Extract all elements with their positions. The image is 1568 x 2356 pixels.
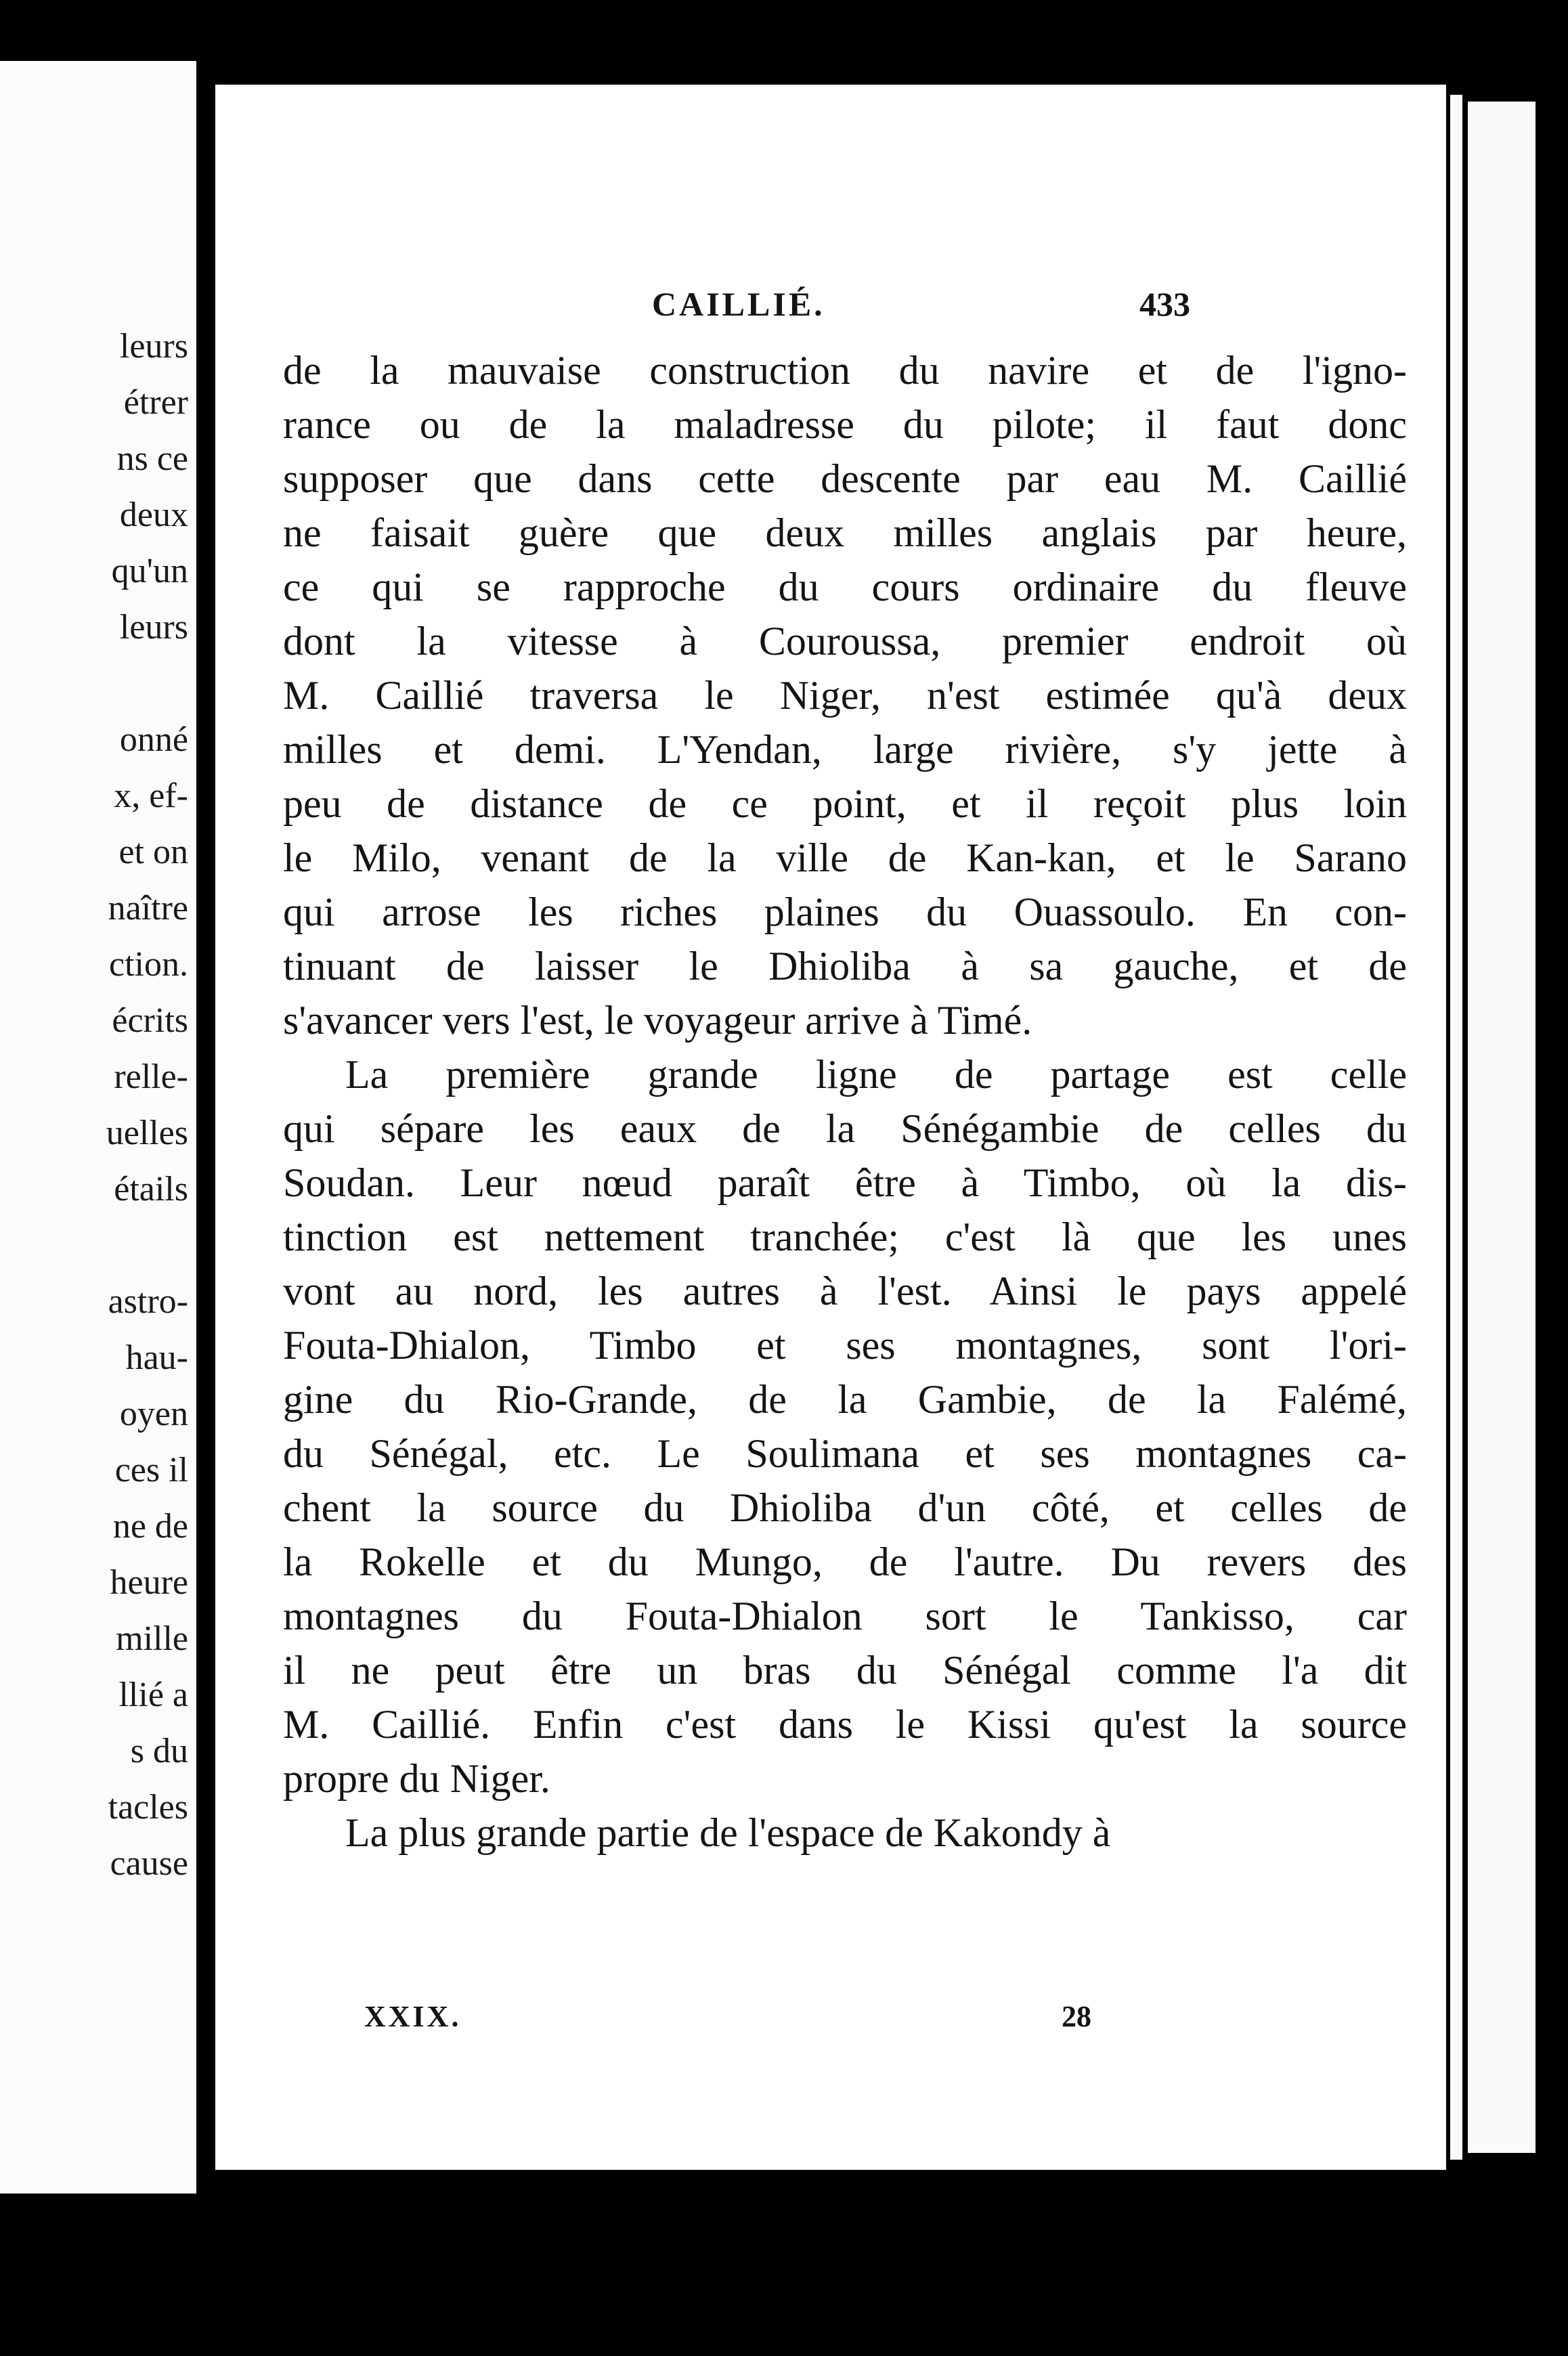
text-line: peu de distance de ce point, et il reçoit plus loin (283, 781, 1407, 826)
text-line: La première grande ligne de partage est celle (345, 1052, 1407, 1097)
facing-page-line: ction. (109, 945, 188, 984)
facing-page-line: s du (130, 1732, 188, 1770)
text-line: vont au nord, les autres à l'est. Ainsi le pays appelé (283, 1269, 1407, 1313)
facing-page-fragment (0, 61, 196, 2194)
facing-page-line (106, 1217, 188, 1273)
facing-page-line: naître (108, 889, 188, 928)
facing-page-line: cause (110, 1844, 188, 1883)
facing-page-line: étails (114, 1170, 188, 1208)
text-line: M. Caillié traversa le Niger, n'est estimée qu'à deux (283, 673, 1407, 718)
facing-page-line: ns ce (116, 439, 188, 478)
facing-page-line: écrits (112, 1001, 188, 1040)
text-line: dont la vitesse à Couroussa, premier endroit où (283, 619, 1407, 663)
facing-page-text (106, 318, 188, 1892)
page-footer (215, 1999, 1446, 2040)
sheet-number: 28 (1062, 2000, 1091, 2033)
text-line: s'avancer vers l'est, le voyageur arrive à Timé. (283, 998, 1032, 1043)
text-line: rance ou de la maladresse du pilote; il faut donc (283, 402, 1407, 447)
paragraph (283, 1806, 1407, 1860)
text-line: Soudan. Leur nœud paraît être à Timbo, où la dis- (283, 1160, 1407, 1205)
text-line: ne faisait guère que deux milles anglais par heure, (283, 510, 1407, 555)
text-line: Fouta-Dhialon, Timbo et ses montagnes, sont l'ori- (283, 1323, 1407, 1368)
page-body (283, 343, 1407, 1860)
facing-page-line: mille (116, 1619, 188, 1658)
facing-page-line: leurs (119, 327, 188, 366)
page-edge-stack (1468, 102, 1536, 2153)
book-page (215, 85, 1446, 2170)
running-header (215, 284, 1446, 339)
text-line: La plus grande partie de l'espace de Kakondy à (345, 1810, 1111, 1855)
text-line: qui arrose les riches plaines du Ouassoulo. En con- (283, 890, 1407, 934)
facing-page-line: x, ef- (114, 777, 188, 815)
text-line: supposer que dans cette descente par eau M. Caillié (283, 456, 1407, 501)
text-line: ce qui se rapproche du cours ordinaire du fleuve (283, 565, 1407, 609)
text-line: gine du Rio-Grande, de la Gambie, de la Falémé, (283, 1377, 1407, 1422)
text-line: il ne peut être un bras du Sénégal comme l'a dit (283, 1648, 1407, 1693)
facing-page-line: leurs (119, 608, 188, 647)
facing-page-line: tacles (108, 1788, 188, 1827)
facing-page-line: astro- (108, 1282, 188, 1321)
text-line: qui sépare les eaux de la Sénégambie de celles du (283, 1106, 1407, 1151)
facing-page-line: ne de (112, 1507, 188, 1546)
facing-page-line: et on (118, 833, 188, 871)
text-line: de la mauvaise construction du navire et de l'igno- (283, 348, 1407, 393)
facing-page-line: llié a (118, 1676, 188, 1714)
facing-page-line (106, 655, 188, 712)
paragraph (283, 343, 1407, 1047)
facing-page-line: qu'un (111, 552, 188, 590)
facing-page-line: étrer (123, 383, 188, 422)
facing-page-line: oyen (119, 1395, 188, 1433)
text-line: tinuant de laisser le Dhioliba à sa gauche, et de (283, 944, 1407, 988)
text-line: le Milo, venant de la ville de Kan-kan, et le Sarano (283, 835, 1407, 880)
text-line: chent la source du Dhioliba d'un côté, et celles de (283, 1485, 1407, 1530)
facing-page-line: relle- (114, 1057, 188, 1096)
signature-mark: XXIX. (364, 2000, 462, 2033)
text-line: propre du Niger. (283, 1756, 550, 1801)
facing-page-line: ces il (114, 1451, 188, 1489)
text-line: la Rokelle et du Mungo, de l'autre. Du revers des (283, 1540, 1407, 1584)
running-title: CAILLIÉ. (652, 285, 825, 323)
paragraph (283, 1047, 1407, 1806)
text-line: tinction est nettement tranchée; c'est là que les unes (283, 1215, 1407, 1259)
text-line: du Sénégal, etc. Le Soulimana et ses montagnes ca- (283, 1431, 1407, 1476)
page-edge (1450, 95, 1462, 2160)
facing-page-line: uelles (106, 1114, 188, 1152)
text-line: M. Caillié. Enfin c'est dans le Kissi qu'est la source (283, 1702, 1407, 1747)
facing-page-line: onné (119, 720, 188, 759)
text-line: milles et demi. L'Yendan, large rivière, s'y jette à (283, 727, 1407, 772)
facing-page-line: heure (110, 1563, 188, 1602)
page-number: 433 (1139, 285, 1190, 323)
facing-page-line: deux (119, 496, 188, 534)
facing-page-line: hau- (125, 1338, 188, 1377)
text-line: montagnes du Fouta-Dhialon sort le Tankisso, car (283, 1594, 1407, 1638)
